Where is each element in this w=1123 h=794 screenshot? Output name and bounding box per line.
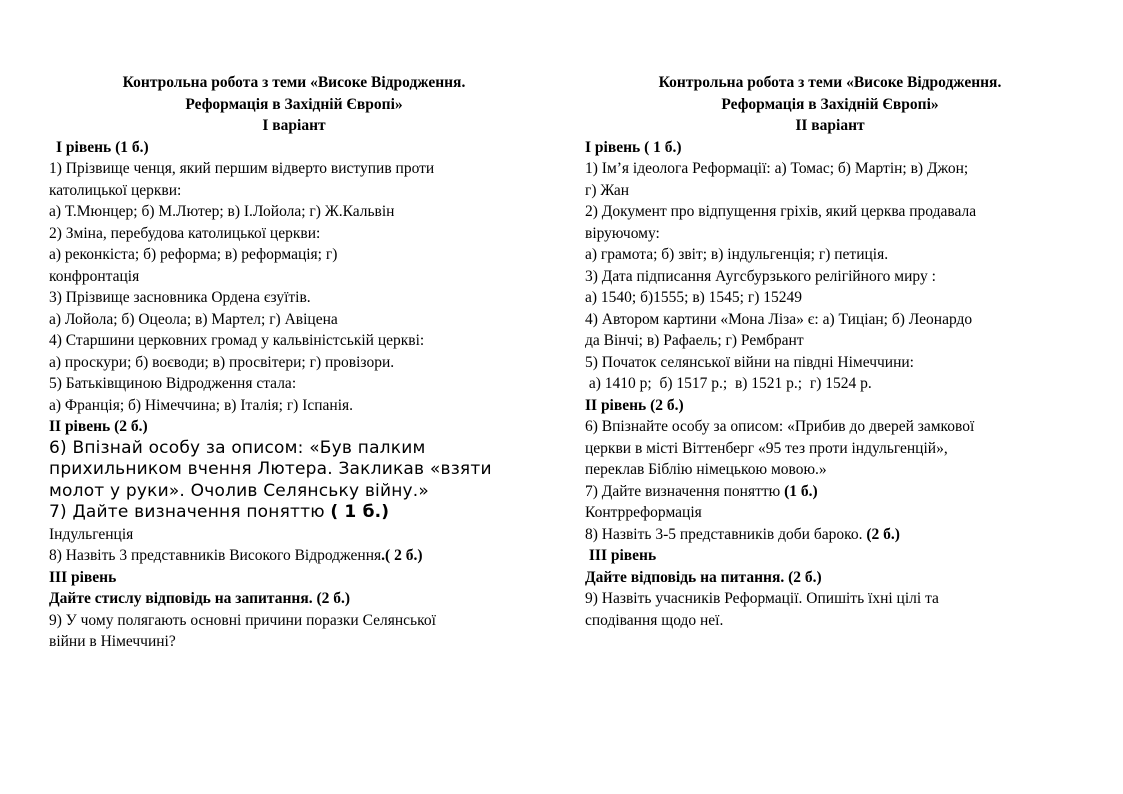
question-6-line-2: прихильником вчення Лютера. Закликав «взяти [49, 459, 492, 479]
level-3-task: Дайте відповідь на питання. (2 б.) [585, 568, 822, 586]
question-4-cont: да Вінчі; в) Рафаель; г) Рембрант [585, 332, 804, 349]
question-7-text: 7) Дайте визначення поняттю [49, 502, 331, 522]
question-4: 4) Автором картини «Мона Ліза» є: а) Тиціан; б) Леонардо [585, 310, 973, 328]
question-1-answers: а) Т.Мюнцер; б) М.Лютер; в) І.Лойола; г) Ж.Кальвін [49, 203, 395, 220]
question-7 [49, 502, 539, 524]
level-3-task: Дайте стислу відповідь на запитання. (2 б.) [49, 590, 351, 607]
test-title-line-1: Контрольна робота з теми «Високе Відродження. [122, 74, 466, 91]
question-2: 2) Документ про відпущення гріхів, який церква продавала [585, 203, 977, 220]
question-3-answers: а) Лойола; б) Оцеола; в) Мартел; г) Авіцена [49, 310, 338, 328]
question-6-line-2: церкви в місті Віттенберг «95 тез проти індульгенцій», [585, 439, 948, 457]
question-4: 4) Старшини церковних громад у кальвіністській церкві: [49, 332, 425, 349]
question-2-answers-cont: конфронтація [49, 267, 140, 285]
question-2-answers: а) реконкіста; б) реформа; в) реформація; г) [49, 246, 338, 263]
question-6-line-3: молот у руки». Очолив Селянську війну.» [49, 480, 430, 501]
question-6-line-1: 6) Впізнайте особу за описом: «Прибив до дверей замкової [585, 418, 975, 435]
question-3-answers: а) 1540; б)1555; в) 1545; г) 15249 [585, 289, 803, 306]
question-8-points: .( 2 б.) [381, 547, 423, 564]
question-8 [49, 545, 539, 567]
question-8-points: (2 б.) [866, 525, 900, 543]
level-1-heading: І рівень (1 б.) [56, 138, 149, 156]
question-5: 5) Батьківщиною Відродження стала: [49, 375, 297, 392]
test-title-line-1: Контрольна робота з теми «Високе Відродження. [658, 74, 1002, 91]
level-1-heading: І рівень ( 1 б.) [585, 138, 682, 156]
variant-label: ІІ варіант [795, 117, 865, 134]
level-3-heading: ІІІ рівень [585, 547, 657, 564]
test-title-line-2: Реформація в Західній Європі» [185, 95, 403, 113]
question-2-answers: а) грамота; б) звіт; в) індульгенція; г) петиція. [585, 246, 889, 263]
question-6-line-1: 6) Впізнай особу за описом: «Був палким [49, 437, 426, 458]
question-8-text: 8) Назвіть 3-5 представників доби бароко. [585, 525, 867, 543]
question-9-line-2: сподівання щодо неї. [585, 611, 724, 629]
question-9-line-1: 9) Назвіть учасників Реформації. Опишіть їхні цілі та [585, 590, 939, 607]
question-7 [585, 481, 1075, 503]
level-2-heading: ІІ рівень (2 б.) [585, 396, 684, 414]
question-3: 3) Дата підписання Аугсбурзького релігійного миру : [585, 267, 936, 285]
question-2-cont: віруючому: [585, 224, 660, 242]
question-1-cont: католицької церкви: [49, 181, 182, 199]
question-9-line-1: 9) У чому полягають основні причини поразки Селянської [49, 611, 436, 629]
variant-1-column [49, 72, 539, 653]
level-3-heading: ІІІ рівень [49, 568, 117, 586]
question-1-cont: г) Жан [585, 181, 630, 199]
question-7-points: ( 1 б.) [330, 502, 390, 522]
question-7-term: Індульгенція [49, 525, 134, 543]
question-7-points: (1 б.) [784, 482, 818, 500]
question-5-answers: а) Франція; б) Німеччина; в) Італія; г) Іспанія. [49, 396, 354, 414]
question-7-text: 7) Дайте визначення поняттю [585, 482, 785, 500]
question-5-answers: а) 1410 р; б) 1517 р.; в) 1521 р.; г) 1524 р. [585, 375, 872, 392]
question-1: 1) Ім’я ідеолога Реформації: а) Томас; б) Мартін; в) Джон; [585, 160, 969, 177]
question-9-line-2: війни в Німеччині? [49, 633, 176, 650]
variant-2-column [585, 72, 1075, 631]
variant-label: І варіант [262, 117, 326, 134]
question-2: 2) Зміна, перебудова католицької церкви: [49, 224, 321, 242]
question-1: 1) Прізвище ченця, який першим відверто виступив проти [49, 160, 435, 177]
question-4-answers: а) проскури; б) воєводи; в) просвітери; г) провізори. [49, 353, 395, 371]
question-7-term: Контрреформація [585, 504, 702, 521]
question-3: 3) Прізвище засновника Ордена єзуїтів. [49, 289, 311, 306]
question-6-line-3: переклав Біблію німецькою мовою.» [585, 461, 827, 478]
test-title-line-2: Реформація в Західній Європі» [721, 95, 939, 113]
question-8-text: 8) Назвіть 3 представників Високого Відродження [49, 547, 382, 564]
question-5: 5) Початок селянської війни на півдні Німеччини: [585, 353, 914, 371]
level-2-heading: ІІ рівень (2 б.) [49, 418, 148, 435]
question-8 [585, 524, 1075, 546]
